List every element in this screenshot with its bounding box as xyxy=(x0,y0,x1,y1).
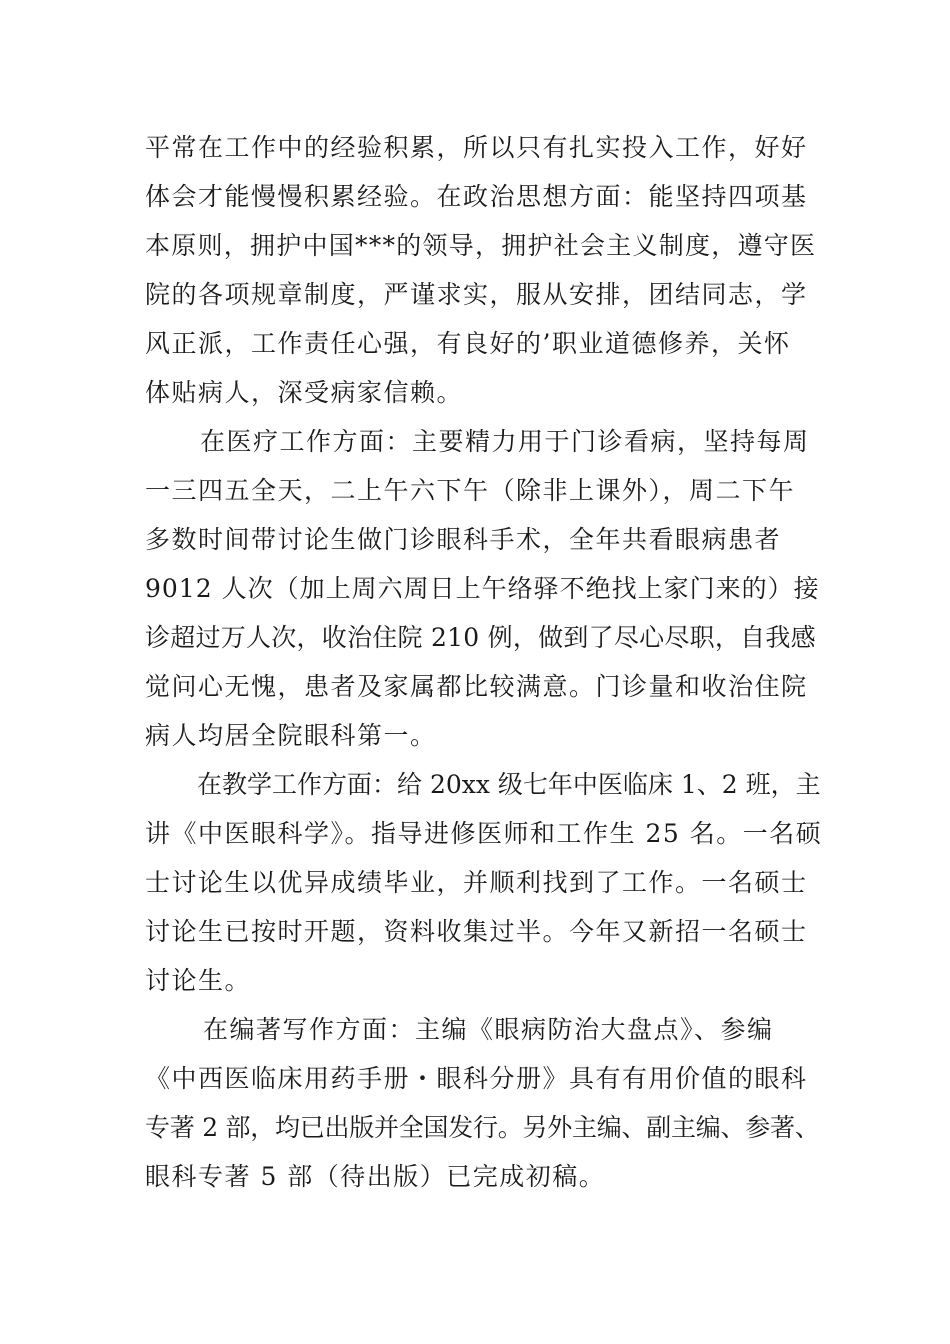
paragraph-first-line: 在教学工作方面：给 20xx 级七年中医临床 1、2 班，主 xyxy=(197,770,821,799)
body-text-line: 诊超过万人次，收治住院 210 例，做到了尽心尽职，自我感 xyxy=(145,623,816,652)
body-text-line: 平常在工作中的经验积累，所以只有扎实投入工作，好好 xyxy=(145,133,808,162)
body-text-line: 体会才能慢慢积累经验。在政治思想方面：能坚持四项基 xyxy=(145,182,808,211)
body-text-line: 讨论生已按时开题，资料收集过半。今年又新招一名硕士 xyxy=(145,917,808,946)
body-text-line: 体贴病人，深受病家信赖。 xyxy=(145,378,464,407)
body-text-line: 讲《中医眼科学》。指导进修医师和工作生 25 名。一名硕 xyxy=(145,819,823,848)
body-text-line: 多数时间带讨论生做门诊眼科手术，全年共看眼病患者 xyxy=(145,525,782,554)
body-text-line: 病人均居全院眼科第一。 xyxy=(145,721,437,750)
paragraph-first-line: 在编著写作方面：主编《眼病防治大盘点》、参编 xyxy=(203,1015,774,1044)
body-text-line: 专著 2 部，均已出版并全国发行。另外主编、副主编、参著、 xyxy=(145,1113,820,1142)
body-text-line: 眼科专著 5 部（待出版）已完成初稿。 xyxy=(145,1162,606,1191)
body-text-line: 《中西医临床用药手册・眼科分册》具有有用价值的眼科 xyxy=(145,1064,808,1093)
body-text-line: 觉问心无愧，患者及家属都比较满意。门诊量和收治住院 xyxy=(145,672,808,701)
body-text-line: 一三四五全天，二上午六下午（除非上课外），周二下午 xyxy=(145,476,796,505)
body-text-line: 院的各项规章制度，严谨求实，服从安排，团结同志，学 xyxy=(145,280,808,309)
body-text-line: 9012 人次（加上周六周日上午络驿不绝找上家门来的）接 xyxy=(145,574,820,603)
body-text-line: 讨论生。 xyxy=(145,966,252,995)
body-text-line: 士讨论生以优异成绩毕业，并顺利找到了工作。一名硕士 xyxy=(145,868,808,897)
body-text-line: 风正派，工作责任心强，有良好的’职业道德修养，关怀 xyxy=(145,329,791,358)
body-text-line: 本原则，拥护中国***的领导，拥护社会主义制度，遵守医 xyxy=(145,231,817,260)
paragraph-first-line: 在医疗工作方面：主要精力用于门诊看病，坚持每周 xyxy=(200,427,810,456)
